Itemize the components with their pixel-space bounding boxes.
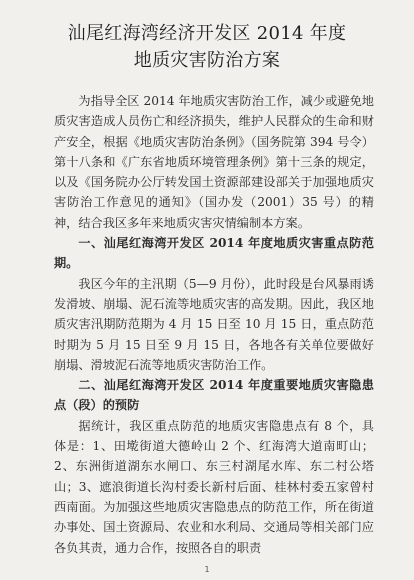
section-1-paragraph: 我区今年的主汛期（5—9 月份），此时段是台风暴雨诱发滑坡、崩塌、泥石流等地质灾害的高发期。因此，我区地质灾害汛期防范期为 4 月 15 日至 10 月 15 日，重点防范时期为 5 月 15 日至 9 月 15 日，各地各有关单位要做好崩塌、滑坡泥石流等地质灾害防治工作。 [54, 276, 374, 372]
document-title-line-1: 汕尾红海湾经济开发区 2014 年度 [67, 23, 347, 44]
document-body [54, 91, 374, 558]
section-2-heading: 二、汕尾红海湾开发区 2014 年度重要地质灾害隐患点（段）的预防 [54, 378, 374, 413]
section-2-paragraph: 据统计，我区重点防范的地质灾害隐患点有 8 个，具体是：1、田墘街道大德岭山 2 个、红海湾大道南町山；2、东洲街道湖东水闸口、东三村湖尾水库、东二村公塔山；3、遮浪街道长沟村委长新村后面、桂林村委五家曾村西南面。为加强这些地质灾害隐患点的防范工作，所在街道办事处、国土资源局、农业和水利局、交通局等相关部门应各负其责，通力合作，按照各自的职责 [54, 418, 374, 555]
intro-paragraph: 为指导全区 2014 年地质灾害防治工作，减少或避免地质灾害造成人员伤亡和经济损失，维护人民群众的生命和财产安全，根据《地质灾害防治条例》（国务院第 394 号令）第十八条和《广东省地质环境管理条例》第十三条的规定，以及《国务院办公厅转发国土资源部建设部关于加强地质灾害防治工作意见的通知》（国办发（2001）35 号）的精神，结合我区多年来地质灾害灾情编制本方案。 [54, 94, 374, 230]
section-1-heading: 一、汕尾红海湾开发区 2014 年度地质灾害重点防范期。 [54, 236, 374, 271]
page-number: 1 [204, 565, 210, 574]
document-title-line-2: 地质灾害防治方案 [133, 50, 281, 71]
